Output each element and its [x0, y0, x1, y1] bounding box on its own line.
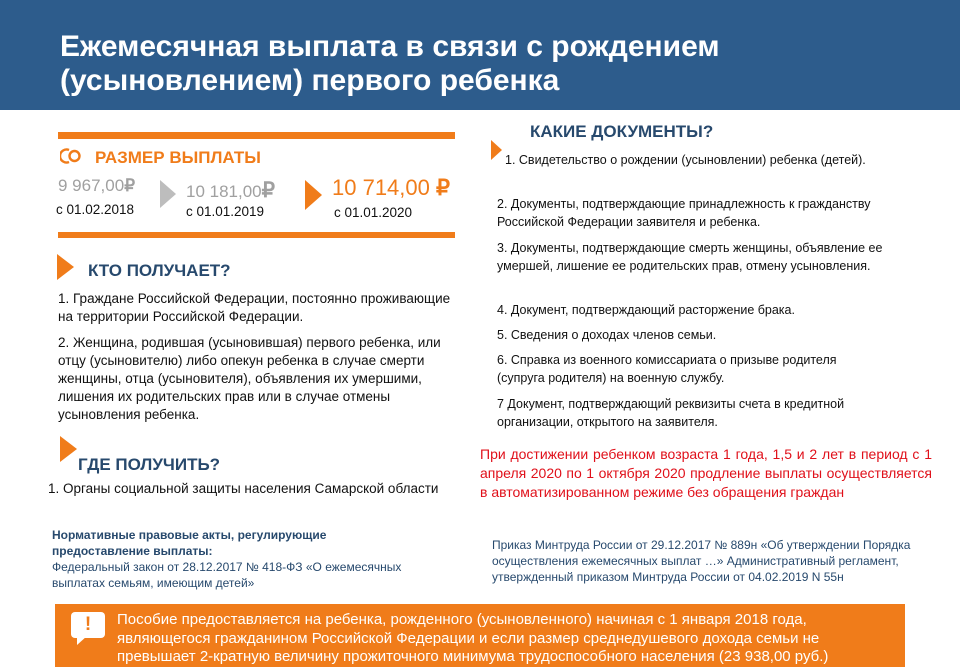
docs-heading: КАКИЕ ДОКУМЕНТЫ? — [530, 122, 714, 141]
doc-item-1 — [497, 152, 887, 170]
ruble-icon: ₽ — [261, 179, 276, 202]
circle-arrow-icon — [60, 147, 82, 165]
legal-left-text: Федеральный закон от 28.12.2017 № 418-ФЗ «О ежемесячных выплатах семьям, имеющим детей» — [52, 560, 402, 590]
header-banner — [0, 0, 960, 110]
date-2020: с 01.01.2020 — [334, 205, 413, 220]
date-2018: с 01.02.2018 — [56, 202, 135, 217]
doc-item-4: 4. Документ, подтверждающий расторжение брака. — [497, 303, 795, 317]
legal-left-heading: Нормативные правовые акты, регулирующие предоставление выплаты: — [52, 528, 327, 558]
doc-item-1-text: 1. Свидетельство о рождении (усыновлении) ребенка (детей). — [505, 153, 866, 167]
amount-2019 — [186, 178, 275, 203]
page-title-line-1: Ежемесячная выплата в связи с рождением — [60, 30, 720, 63]
page-title — [60, 30, 920, 98]
doc-item-3: 3. Документы, подтверждающие смерть женщины, объявление ее умершей, лишение ее родительских прав, отмену усыновления. — [497, 241, 883, 273]
amount-2020 — [332, 175, 450, 201]
where-heading: ГДЕ ПОЛУЧИТЬ? — [78, 455, 221, 474]
doc-item-7: 7 Документ, подтверждающий реквизиты счета в кредитной организации, открытого на заявителя. — [497, 397, 845, 429]
ruble-icon: ₽ — [124, 176, 136, 195]
footer-notice: ! Пособие предоставляется на ребенка, рожденного (усыновленного) начиная с 1 января 2018 года, являющегося гражданином Российской Федерации и если размер среднедушевого дохода семьи не превышает 2-кратную величину прожиточного минимума трудоспособного населения (23 938,00 руб.) — [55, 604, 905, 667]
page-title-line-2: (усыновлением) первого ребенка — [60, 64, 560, 97]
amount-2018-value: 9 967,00 — [58, 176, 125, 195]
triangle-bullet-icon — [60, 436, 77, 462]
date-2019: с 01.01.2019 — [186, 204, 265, 219]
doc-item-5: 5. Сведения о доходах членов семьи. — [497, 328, 717, 342]
amount-2020-value: 10 714,00 — [332, 175, 430, 200]
where-text: 1. Органы социальной защиты населения Самарской области — [48, 481, 439, 496]
doc-item-6: 6. Справка из военного комиссариата о призыве родителя (супруга родителя) на военную службу. — [497, 353, 837, 385]
size-bottom-divider — [58, 232, 455, 238]
footer-text: Пособие предоставляется на ребенка, рожденного (усыновленного) начиная с 1 января 2018 года, являющегося гражданином Российской Федерации и если размер среднедушевого дохода семьи не превышает 2-кратную величину прожиточного минимума трудоспособного населения (23 938,00 руб.) — [117, 611, 829, 665]
who-heading: КТО ПОЛУЧАЕТ? — [88, 261, 231, 280]
size-heading: РАЗМЕР ВЫПЛАТЫ — [95, 148, 261, 167]
legal-right-text: Приказ Минтруда России от 29.12.2017 № 889н «Об утверждении Порядка осуществления ежемесячных выплат …» Административный регламент, утвержденный приказом Минтруда России от 04.02.2019 N 55н — [492, 538, 911, 584]
triangle-bullet-icon — [57, 254, 74, 280]
amount-2018 — [58, 176, 135, 196]
who-item-2: 2. Женщина, родившая (усыновившая) первого ребенка, или отцу (усыновителю) либо опекун ребенка в случае смерти женщины, отца (усыновителя), объявления их умершими, лишения их родительских прав или в случае отмены усыновления ребенка. — [58, 335, 441, 422]
auto-extension-notice: При достижении ребенком возраста 1 года, 1,5 и 2 лет в период с 1 апреля 2020 по 1 октября 2020 продление выплаты осуществляется в автоматизированном режиме без обращения граждан — [480, 446, 932, 500]
ruble-icon: ₽ — [436, 175, 450, 200]
chevron-right-icon — [160, 180, 176, 208]
amount-2019-value: 10 181,00 — [186, 182, 262, 201]
doc-item-2: 2. Документы, подтверждающие принадлежность к гражданству Российской Федерации заявителя и ребенка. — [497, 197, 871, 229]
chevron-right-icon — [305, 180, 322, 210]
size-top-divider — [58, 132, 455, 139]
who-item-1: 1. Граждане Российской Федерации, постоянно проживающие на территории Российской Федерации. — [58, 291, 451, 324]
